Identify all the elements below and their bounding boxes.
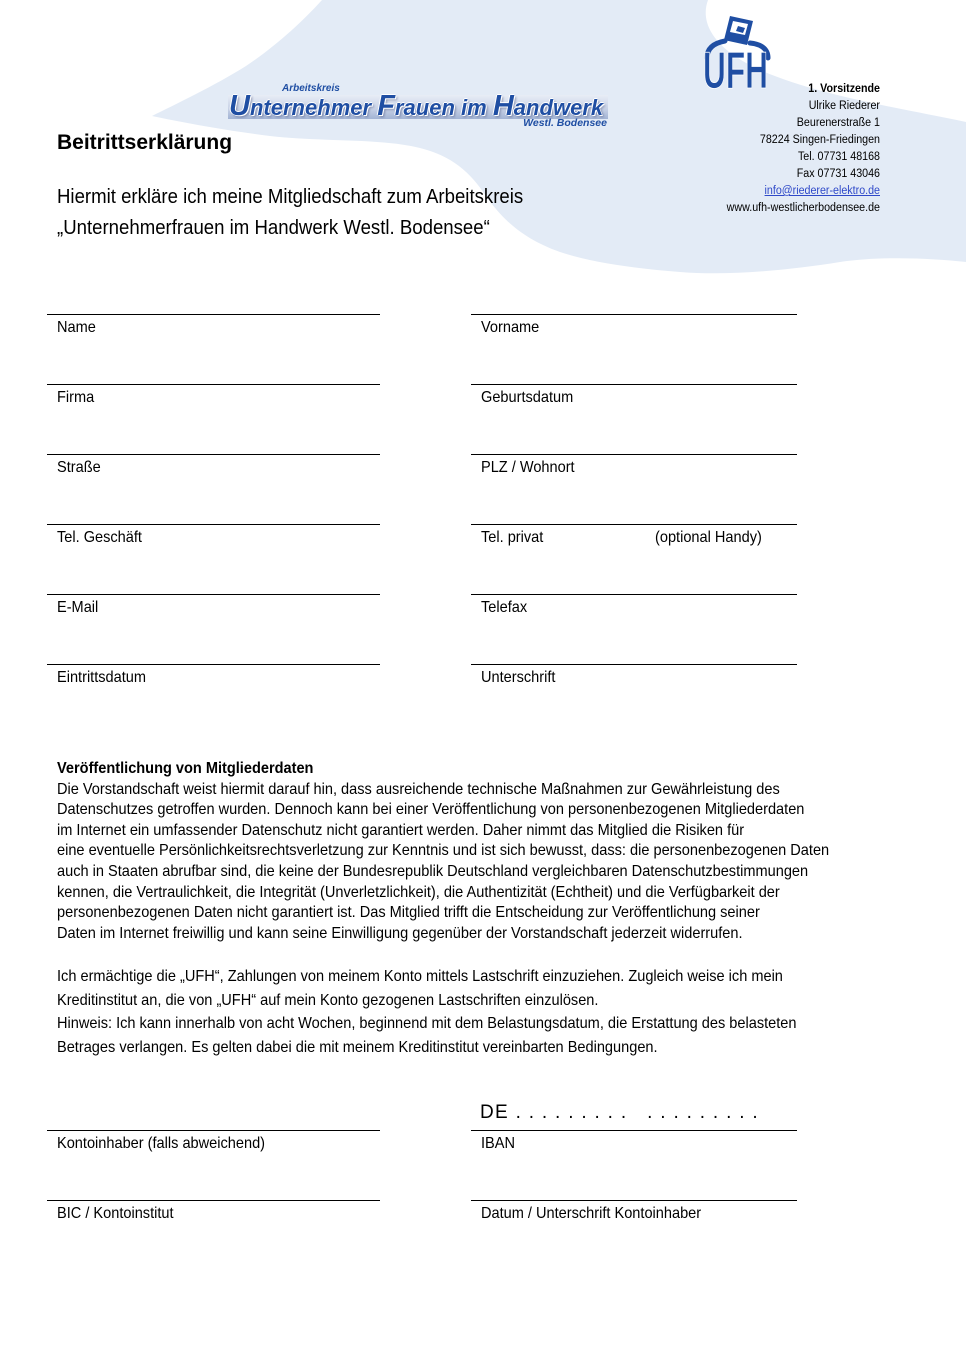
bank-row	[0, 1130, 966, 1200]
kontoinhaber-field	[47, 1130, 380, 1191]
form-row	[0, 454, 966, 524]
eintrittsdatum-field	[47, 664, 380, 725]
telefax-field	[471, 594, 797, 655]
datum-unterschrift-field	[471, 1200, 797, 1261]
name-label: Name	[57, 319, 96, 336]
logo-title: Unternehmer Frauen im Handwerk	[229, 90, 604, 122]
privacy-heading: Veröffentlichung von Mitgliederdaten	[57, 760, 314, 777]
firma-label: Firma	[57, 389, 95, 406]
email-label: E-Mail	[57, 599, 99, 616]
intro-line: Hiermit erkläre ich meine Mitgliedschaft zum Arbeitskreis	[57, 186, 524, 208]
tel-geschaeft-field	[47, 524, 380, 585]
intro-text	[57, 182, 757, 244]
plz-wohnort-label: PLZ / Wohnort	[481, 459, 575, 476]
form-row	[0, 384, 966, 454]
contact-role: 1. Vorsitzende	[808, 82, 880, 95]
privacy-line: Datenschutzes getroffen wurden. Dennoch kann bei einer Veröffentlichung von personenbezogenen Mitgliederdaten	[57, 801, 805, 819]
tel-geschaeft-label: Tel. Geschäft	[57, 529, 142, 546]
logo-prefix: Arbeitskreis	[282, 83, 340, 94]
bic-label: BIC / Kontoinstitut	[57, 1205, 174, 1222]
privacy-line: eine eventuelle Persönlichkeitsrechtsverletzung zur Kenntnis und ist sich bewusst, dass: die personenbezogenen Daten	[57, 842, 830, 860]
mandate-line: Kreditinstitut an, die von „UFH“ auf mein Konto gezogenen Lastschriften einzulösen.	[57, 991, 599, 1009]
email-field	[47, 594, 380, 655]
form-row	[0, 314, 966, 384]
contact-fax: Fax 07731 43046	[796, 167, 880, 180]
strasse-field	[47, 454, 380, 515]
logo-suffix: Westl. Bodensee	[523, 117, 607, 129]
contact-phone: Tel. 07731 48168	[797, 150, 880, 163]
geburtsdatum-field	[471, 384, 797, 445]
intro-line: „Unternehmerfrauen im Handwerk Westl. Bodensee“	[57, 217, 490, 239]
contact-email-link[interactable]: info@riederer-elektro.de	[764, 184, 880, 197]
privacy-section	[57, 759, 917, 944]
contact-name: Ulrike Riederer	[808, 99, 880, 112]
vorname-label: Vorname	[481, 319, 540, 336]
geburtsdatum-label: Geburtsdatum	[481, 389, 574, 406]
privacy-line: auch in Staaten abrufbar sind, die keine der Bundesrepublik Deutschland vergleichbaren Datenschutzbestimmungen	[57, 862, 809, 880]
bic-field	[47, 1200, 380, 1261]
privacy-line: im Internet ein umfassender Datenschutz nicht garantiert werden. Daher nimmt das Mitglied die Risiken für	[57, 821, 745, 839]
privacy-line: Die Vorstandschaft weist hiermit darauf hin, dass ausreichende technische Maßnahmen zur Gewährleistung des	[57, 780, 780, 798]
form-row	[0, 524, 966, 594]
tel-privat-note: (optional Handy)	[655, 529, 762, 546]
unterschrift-field	[471, 664, 797, 725]
page-title: Beitrittserklärung	[57, 131, 233, 154]
form-row	[0, 594, 966, 664]
contact-city: 78224 Singen-Friedingen	[759, 133, 880, 146]
firma-field	[47, 384, 380, 445]
mandate-line: Hinweis: Ich kann innerhalb von acht Wochen, beginnend mit dem Belastungsdatum, die Erstattung des belasteten	[57, 1015, 797, 1033]
iban-label: IBAN	[481, 1135, 515, 1152]
mandate-line: Ich ermächtige die „UFH“, Zahlungen von meinem Konto mittels Lastschrift einzuziehen. Zugleich weise ich mein	[57, 968, 783, 985]
form-row	[0, 664, 966, 734]
unterschrift-label: Unterschrift	[481, 669, 556, 686]
strasse-label: Straße	[57, 459, 101, 476]
mandate-section	[57, 965, 917, 1060]
name-field	[47, 314, 380, 375]
vorname-field	[471, 314, 797, 375]
tel-privat-field	[471, 524, 797, 585]
tel-privat-label: Tel. privat	[481, 529, 544, 546]
privacy-line: personenbezogenen Daten nicht garantiert ist. Das Mitglied trifft die Entscheidung zur Veröffentlichung seiner	[57, 904, 760, 922]
contact-street: Beurenerstraße 1	[796, 116, 880, 129]
iban-value: DE . . . . . . . . . . . . . . . . . .	[480, 1102, 759, 1123]
privacy-line: Daten im Internet freiwillig und kann seine Einwilligung gegenüber der Vorstandschaft jederzeit widerrufen.	[57, 924, 743, 942]
plz-wohnort-field	[471, 454, 797, 515]
eintrittsdatum-label: Eintrittsdatum	[57, 669, 147, 686]
ufh-logo-text: UFH	[703, 42, 768, 100]
kontoinhaber-label: Kontoinhaber (falls abweichend)	[57, 1135, 266, 1152]
contact-website: www.ufh-westlicherbodensee.de	[726, 201, 880, 214]
bank-row	[0, 1200, 966, 1270]
telefax-label: Telefax	[481, 599, 528, 616]
iban-field	[471, 1130, 797, 1191]
datum-unterschrift-label: Datum / Unterschrift Kontoinhaber	[481, 1205, 702, 1222]
privacy-line: kennen, die Vertraulichkeit, die Integrität (Unverletzlichkeit), die Authentizität (Echtheit) und die Verfügbarkeit der	[57, 883, 780, 901]
mandate-line: Betrages verlangen. Es gelten dabei die mit meinem Kreditinstitut vereinbarten Bedingungen.	[57, 1039, 658, 1057]
